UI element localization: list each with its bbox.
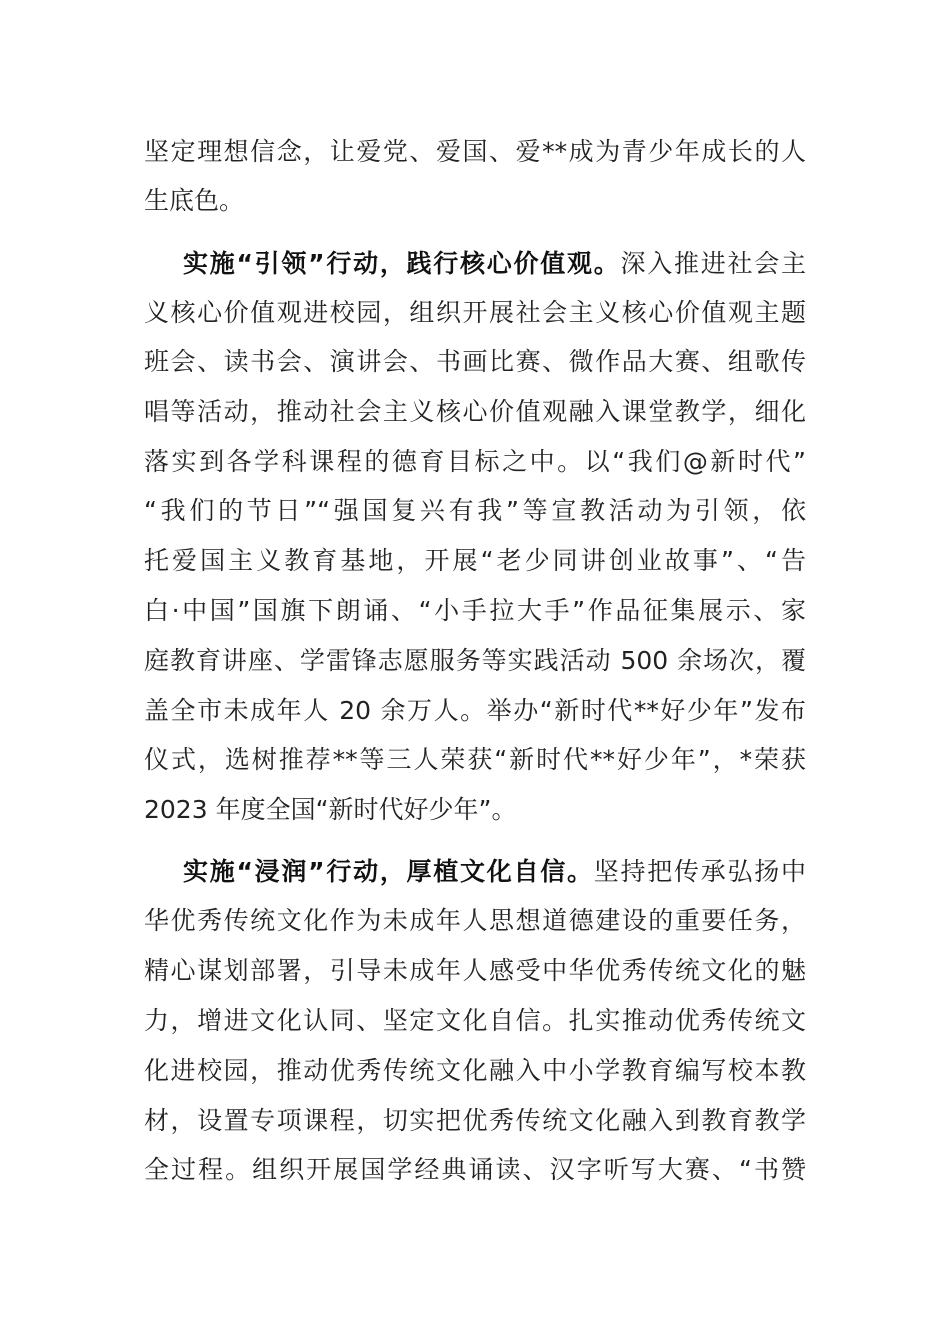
paragraph-3-line-7: 全过程。组织开展国学经典诵读、汉字听写大赛、“书赞 bbox=[144, 1155, 806, 1184]
paragraph-3-line-1 bbox=[183, 855, 806, 889]
paragraph-2-line-7: 托爱国主义教育基地，开展“老少同讲创业故事”、“告 bbox=[144, 546, 806, 575]
paragraph-3-heading: 实施“浸润”行动，厚植文化自信。 bbox=[183, 857, 594, 886]
paragraph-3-line-3: 精心谋划部署，引导未成年人感受中华优秀传统文化的魅 bbox=[144, 956, 806, 985]
paragraph-2-heading: 实施“引领”行动，践行核心价值观。 bbox=[183, 249, 621, 278]
paragraph-2-line-10: 盖全市未成年人 20 余万人。举办“新时代**好少年”发布 bbox=[144, 696, 806, 725]
paragraph-2-line-2: 义核心价值观进校园，组织开展社会主义核心价值观主题 bbox=[144, 298, 806, 327]
paragraph-2-line-4: 唱等活动，推动社会主义核心价值观融入课堂教学，细化 bbox=[144, 397, 806, 426]
paragraph-1-line-2: 生底色。 bbox=[144, 186, 245, 215]
paragraph-2-line-1-text: 深入推进社会主 bbox=[620, 249, 806, 278]
paragraph-2-line-11: 仪式，选树推荐**等三人荣获“新时代**好少年”，*荣获 bbox=[144, 745, 806, 774]
paragraph-2-line-8: 白·中国”国旗下朗诵、“小手拉大手”作品征集展示、家 bbox=[144, 596, 806, 625]
paragraph-2-line-9: 庭教育讲座、学雷锋志愿服务等实践活动 500 余场次，覆 bbox=[144, 646, 806, 675]
paragraph-2-line-6: “我们的节日”“强国复兴有我”等宣教活动为引领，依 bbox=[144, 496, 806, 525]
paragraph-2-line-3: 班会、读书会、演讲会、书画比赛、微作品大赛、组歌传 bbox=[144, 347, 806, 376]
paragraph-2-line-5: 落实到各学科课程的德育目标之中。以“我们@新时代” bbox=[144, 447, 806, 476]
paragraph-3-line-6: 材，设置专项课程，切实把优秀传统文化融入到教育教学 bbox=[144, 1106, 806, 1135]
paragraph-1-line-1: 坚定理想信念，让爱党、爱国、爱**成为青少年成长的人 bbox=[144, 137, 806, 166]
paragraph-3-line-1-text: 坚持把传承弘扬中 bbox=[593, 857, 806, 886]
paragraph-3-line-4: 力，增进文化认同、坚定文化自信。扎实推动优秀传统文 bbox=[144, 1006, 806, 1035]
paragraph-2-line-1 bbox=[183, 247, 806, 281]
paragraph-3-line-2: 华优秀传统文化作为未成年人思想道德建设的重要任务， bbox=[144, 906, 806, 935]
paragraph-2-line-12: 2023 年度全国“新时代好少年”。 bbox=[144, 795, 517, 824]
paragraph-3-line-5: 化进校园，推动优秀传统文化融入中小学教育编写校本教 bbox=[144, 1056, 806, 1085]
